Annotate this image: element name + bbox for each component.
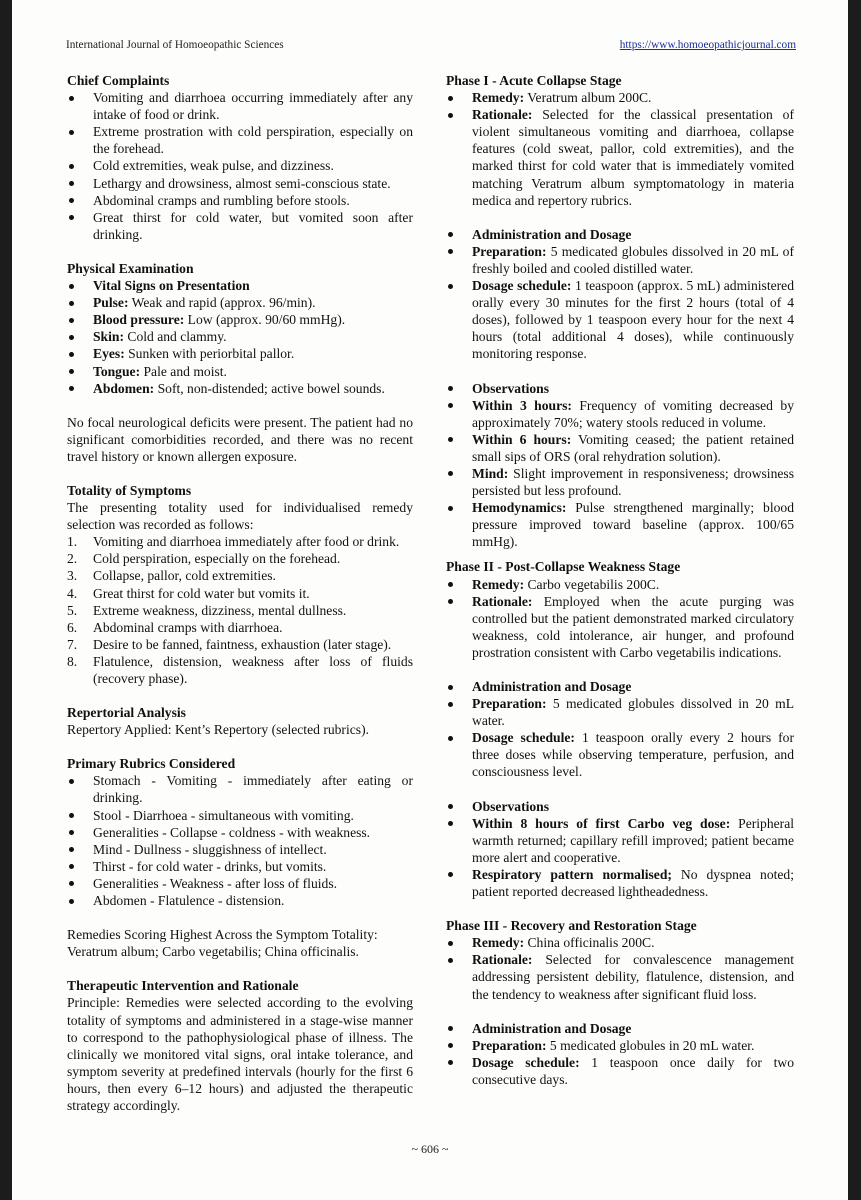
physical-examination-heading: Physical Examination: [67, 260, 194, 276]
list-item: Tongue: Pale and moist.: [67, 363, 413, 380]
list-item: Vomiting and diarrhoea occurring immediately after any intake of food or drink.: [67, 89, 413, 123]
list-item: Preparation: 5 medicated globules dissolved in 20 mL of freshly boiled and cooled distilled water.: [446, 243, 794, 277]
list-item: Preparation: 5 medicated globules in 20 mL water.: [446, 1037, 794, 1054]
rubrics-list: [67, 772, 413, 909]
list-item: Stomach - Vomiting - immediately after eating or drinking.: [67, 772, 413, 806]
list-item: 8. Flatulence, distension, weakness after loss of fluids (recovery phase).: [67, 653, 413, 686]
repertorial-heading: Repertorial Analysis: [67, 705, 186, 721]
list-item: 5. Extreme weakness, dizziness, mental dullness.: [67, 602, 347, 618]
list-item: Dosage schedule: 1 teaspoon orally every 2 hours for three doses while observing temperature, perfusion, and consciousness level.: [446, 729, 794, 780]
phase-3-administration-list: [446, 1020, 794, 1088]
observations-heading: Observations: [472, 380, 550, 396]
list-item: Lethargy and drowsiness, almost semi-conscious state.: [67, 175, 413, 192]
list-item: [446, 380, 794, 397]
totality-intro: The presenting totality used for individualised remedy selection was recorded as follows:: [67, 500, 413, 533]
list-item: Skin: Cold and clammy.: [67, 328, 413, 345]
list-item: 3. Collapse, pallor, cold extremities.: [67, 568, 276, 584]
list-item: Rationale: Employed when the acute purging was controlled but the patient demonstrated marked circulatory weakness, cold intolerance, air hunger, and profound prostration consistent with Carbo vegetabilis indications.: [446, 593, 794, 661]
rubrics-heading: Primary Rubrics Considered: [67, 756, 236, 772]
list-item: Pulse: Weak and rapid (approx. 96/min).: [67, 294, 413, 311]
list-item: Blood pressure: Low (approx. 90/60 mmHg).: [67, 311, 413, 328]
list-item: Generalities - Collapse - coldness - with weakness.: [67, 824, 413, 841]
phase-3-remedy-list: [446, 934, 794, 1002]
phase-1-administration-list: [446, 226, 794, 363]
list-item: Dosage schedule: 1 teaspoon (approx. 5 mL) administered orally every 30 minutes for the first 2 hours (total of 4 doses), followed by 1 teaspoon every hour for the next 4 hours (total additional 4 doses), while continuously monitoring response.: [446, 277, 794, 362]
chief-complaints-heading: Chief Complaints: [67, 73, 170, 88]
list-item: 7. Desire to be fanned, faintness, exhaustion (later stage).: [67, 636, 392, 652]
journal-title: International Journal of Homoeopathic Sciences: [66, 39, 284, 51]
right-column: [446, 72, 794, 1088]
list-item: Within 8 hours of first Carbo veg dose: Peripheral warmth returned; capillary refill improved; patient became more alert and cooperative.: [446, 815, 794, 866]
phase-1-remedy-list: [446, 89, 794, 209]
left-column: [67, 72, 413, 1114]
list-item: 6. Abdominal cramps with diarrhoea.: [67, 619, 283, 635]
list-item: Abdomen: Soft, non-distended; active bowel sounds.: [67, 380, 413, 397]
list-item: [446, 1020, 794, 1037]
therapeutic-heading: Therapeutic Intervention and Rationale: [67, 978, 299, 994]
remedies-scoring-text: Remedies Scoring Highest Across the Symptom Totality: Veratrum album; Carbo vegetabilis; China officinalis.: [67, 927, 378, 960]
page-number: ~ 606 ~: [411, 1142, 449, 1156]
vital-signs-subheading: Vital Signs on Presentation: [93, 278, 250, 294]
list-item: Within 3 hours: Frequency of vomiting decreased by approximately 70%; watery stools reduced in volume.: [446, 397, 794, 431]
therapeutic-text: Principle: Remedies were selected according to the evolving totality of symptoms and administered in a stage-wise manner to correspond to the pathophysiological phase of illness. The clinically we monitored vital signs, oral intake tolerance, and symptom severity at predefined intervals (hourly for the first 6 hours, then every 6–12 hours) and adjusted the therapeutic strategy accordingly.: [67, 995, 413, 1113]
list-item: 1. Vomiting and diarrhoea immediately after food or drink.: [67, 534, 400, 550]
list-item: Hemodynamics: Pulse strengthened marginally; blood pressure improved toward baseline (approx. 100/65 mmHg).: [446, 499, 794, 550]
phase-1-heading: Phase I - Acute Collapse Stage: [446, 73, 622, 88]
list-item: Eyes: Sunken with periorbital pallor.: [67, 345, 413, 362]
list-item: Cold extremities, weak pulse, and dizziness.: [67, 157, 413, 174]
list-item: Remedy: China officinalis 200C.: [446, 934, 794, 951]
physical-examination-list: [67, 277, 413, 397]
list-item: Extreme prostration with cold perspiration, especially on the forehead.: [67, 123, 413, 157]
examination-note: No focal neurological deficits were present. The patient had no significant comorbidities recorded, and there was no recent travel history or known allergen exposure.: [67, 414, 413, 464]
list-item: 4. Great thirst for cold water but vomits it.: [67, 585, 310, 601]
phase-2-heading: Phase II - Post-Collapse Weakness Stage: [446, 559, 681, 575]
list-item: Remedy: Carbo vegetabilis 200C.: [446, 576, 794, 593]
totality-heading: Totality of Symptoms: [67, 482, 192, 498]
list-item: Generalities - Weakness - after loss of fluids.: [67, 875, 413, 892]
list-item: Within 6 hours: Vomiting ceased; the patient retained small sips of ORS (oral rehydration solution).: [446, 431, 794, 465]
list-item: Mind: Slight improvement in responsiveness; drowsiness persisted but less profound.: [446, 465, 794, 499]
chief-complaints-list: [67, 89, 413, 243]
administration-heading: Administration and Dosage: [472, 679, 632, 694]
list-item: Great thirst for cold water, but vomited soon after drinking.: [67, 209, 413, 243]
administration-heading: Administration and Dosage: [472, 226, 632, 242]
list-item: [446, 798, 794, 815]
repertorial-text: Repertory Applied: Kent’s Repertory (selected rubrics).: [67, 722, 369, 738]
list-item: Stool - Diarrhoea - simultaneous with vomiting.: [67, 807, 413, 824]
administration-heading: Administration and Dosage: [472, 1020, 632, 1036]
list-item: Remedy: Veratrum album 200C.: [446, 89, 794, 106]
list-item: Rationale: Selected for convalescence management addressing persistent debility, flatulence, distension, and the tendency to weakness after significant fluid loss.: [446, 951, 794, 1002]
journal-url-link[interactable]: https://www.homoeopathicjournal.com: [619, 39, 796, 51]
phase-3-heading: Phase III - Recovery and Restoration Stage: [446, 918, 697, 934]
list-item: Mind - Dullness - sluggishness of intellect.: [67, 841, 413, 858]
list-item: Respiratory pattern normalised; No dyspnea noted; patient reported decreased lightheadedness.: [446, 866, 794, 900]
totality-list: [67, 533, 413, 687]
list-item: Thirst - for cold water - drinks, but vomits.: [67, 858, 413, 875]
list-item: Abdomen - Flatulence - distension.: [67, 892, 413, 909]
list-item: Preparation: 5 medicated globules dissolved in 20 mL water.: [446, 695, 794, 729]
list-item: Abdominal cramps and rumbling before stools.: [67, 192, 413, 209]
list-item: 2. Cold perspiration, especially on the forehead.: [67, 551, 341, 567]
list-item: [67, 277, 413, 294]
journal-page: [12, 0, 848, 1200]
list-item: Dosage schedule: 1 teaspoon once daily for two consecutive days.: [446, 1054, 794, 1088]
phase-2-administration-list: [446, 678, 794, 781]
phase-2-remedy-list: [446, 576, 794, 661]
phase-1-observations-list: [446, 380, 794, 551]
list-item: Rationale: Selected for the classical presentation of violent simultaneous vomiting and diarrhoea, collapse features (cold sweat, pallor, cold extremities), and the marked thirst for cold water that is immediately vomited matching Veratrum album symptomatology in materia medica and repertory rubrics.: [446, 106, 794, 209]
phase-2-observations-list: [446, 798, 794, 901]
list-item: [446, 678, 794, 695]
list-item: [446, 226, 794, 243]
observations-heading: Observations: [472, 798, 550, 814]
